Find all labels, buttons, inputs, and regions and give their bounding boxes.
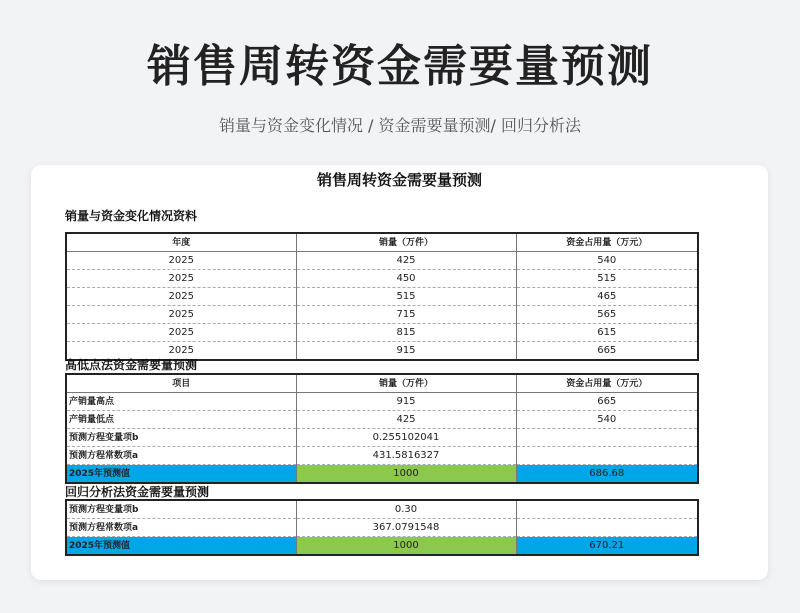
- cell-capital[interactable]: 615: [516, 324, 698, 342]
- cell-capital[interactable]: 540: [516, 411, 698, 429]
- column-header: 销量（万件）: [296, 233, 516, 252]
- cell-sales[interactable]: 915: [296, 393, 516, 411]
- cell-value[interactable]: 0.30: [296, 500, 516, 519]
- prediction-row: [66, 465, 698, 484]
- cell-value[interactable]: 367.0791548: [296, 519, 516, 537]
- table-row: [66, 393, 698, 411]
- table-row: [66, 306, 698, 324]
- cell-item[interactable]: 预测方程变量项b: [66, 429, 296, 447]
- column-header: 销量（万件）: [296, 374, 516, 393]
- cell-capital[interactable]: 565: [516, 306, 698, 324]
- section1-title: 销量与资金变化情况资料: [65, 209, 198, 223]
- cell-year[interactable]: 2025: [66, 306, 296, 324]
- cell-sales[interactable]: 715: [296, 306, 516, 324]
- cell-capital[interactable]: 540: [516, 252, 698, 270]
- table-row: [66, 270, 698, 288]
- spreadsheet-card: [31, 165, 768, 580]
- cell-sales[interactable]: 515: [296, 288, 516, 306]
- page-title: 销售周转资金需要量预测: [147, 41, 653, 92]
- cell-capital[interactable]: 665: [516, 393, 698, 411]
- cell-sales[interactable]: 450: [296, 270, 516, 288]
- cell-item[interactable]: 预测方程常数项a: [66, 519, 296, 537]
- section2-title: 高低点法资金需要量预测: [65, 358, 198, 372]
- sheet-title: 销售周转资金需要量预测: [316, 171, 482, 189]
- cell-prediction-label[interactable]: 2025年预测值: [66, 465, 296, 484]
- column-header: 项目: [66, 374, 296, 393]
- cell-capital[interactable]: 515: [516, 270, 698, 288]
- table-row: [66, 288, 698, 306]
- cell-prediction-sales[interactable]: 1000: [296, 537, 516, 556]
- sales-capital-table: [65, 232, 699, 361]
- cell-prediction-capital[interactable]: 686.68: [516, 465, 698, 484]
- cell-capital[interactable]: 665: [597, 344, 617, 356]
- cell-item[interactable]: 预测方程常数项a: [66, 447, 296, 465]
- cell-prediction-sales[interactable]: 1000: [296, 465, 516, 484]
- cell-sales[interactable]: 425: [296, 252, 516, 270]
- cell-capital[interactable]: [516, 447, 698, 465]
- cell-sales[interactable]: 431.5816327: [296, 447, 516, 465]
- cell-item[interactable]: 产销量高点: [66, 393, 296, 411]
- cell-sales[interactable]: 815: [296, 324, 516, 342]
- cell-extra[interactable]: [516, 519, 698, 537]
- prediction-row: [66, 537, 698, 556]
- table-row: [66, 447, 698, 465]
- cell-extra[interactable]: [516, 500, 698, 519]
- cell-item[interactable]: 预测方程变量项b: [66, 500, 296, 519]
- table-row: [66, 324, 698, 342]
- table-row: [66, 500, 698, 519]
- regression-table: [65, 499, 699, 556]
- table-row: [66, 429, 698, 447]
- cell-capital[interactable]: [516, 429, 698, 447]
- table-row: [66, 411, 698, 429]
- cell-year[interactable]: 2025: [66, 252, 296, 270]
- table-row: [66, 519, 698, 537]
- cell-prediction-label[interactable]: 2025年预测值: [66, 537, 296, 556]
- cell-sales[interactable]: 425: [296, 411, 516, 429]
- table-header-row: [66, 374, 698, 393]
- cell-year[interactable]: 2025: [66, 342, 296, 361]
- cell-year[interactable]: 2025: [66, 324, 296, 342]
- table-row: [66, 252, 698, 270]
- cell-item[interactable]: 产销量低点: [66, 411, 296, 429]
- page-subtitle: 销量与资金变化情况 / 资金需要量预测/ 回归分析法: [218, 116, 582, 135]
- high-low-table: [65, 373, 699, 484]
- table-header-row: [66, 233, 698, 252]
- column-header: 资金占用量（万元）: [516, 233, 698, 252]
- cell-sales[interactable]: 915: [296, 342, 516, 361]
- column-header: 资金占用量（万元）: [516, 374, 698, 393]
- cell-year[interactable]: 2025: [66, 270, 296, 288]
- cell-year[interactable]: 2025: [66, 288, 296, 306]
- cell-prediction-capital[interactable]: 670.21: [516, 537, 698, 556]
- column-header: 年度: [66, 233, 296, 252]
- cell-capital[interactable]: 465: [516, 288, 698, 306]
- section3-title: 回归分析法资金需要量预测: [65, 485, 210, 499]
- cell-sales[interactable]: 0.255102041: [296, 429, 516, 447]
